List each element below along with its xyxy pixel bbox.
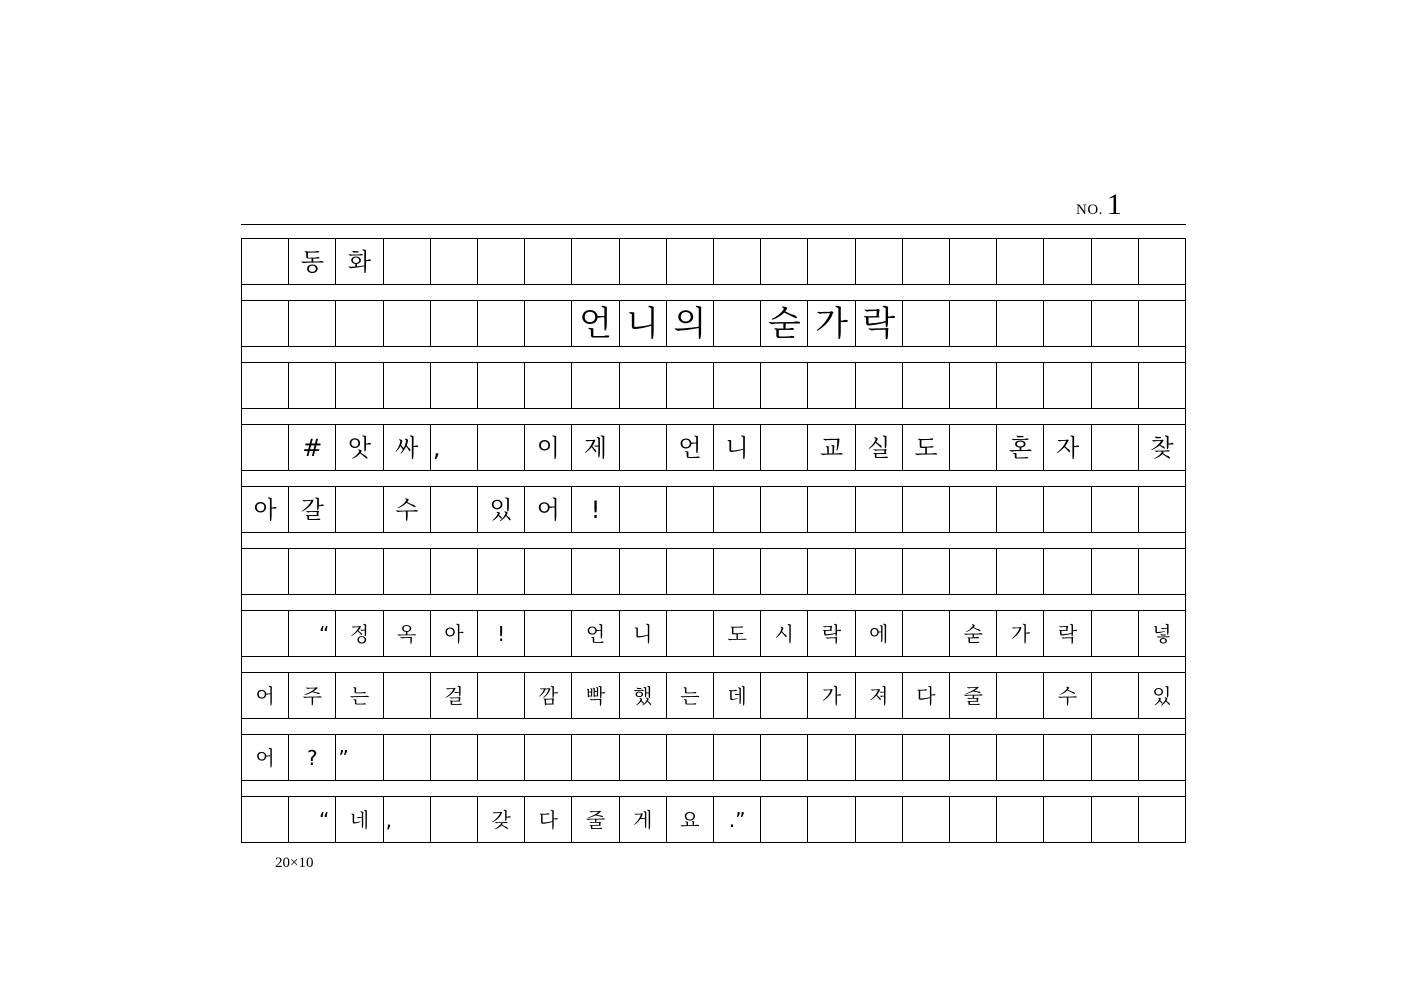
grid-cell <box>242 363 289 408</box>
grid-cell <box>478 673 525 718</box>
grid-cell <box>1044 487 1091 532</box>
grid-cell <box>289 301 336 346</box>
grid-row <box>241 610 1186 657</box>
grid-cell <box>1044 549 1091 594</box>
grid-cell <box>620 735 667 780</box>
grid-cell: 실 <box>856 425 903 470</box>
grid-cell <box>1044 363 1091 408</box>
grid-cell <box>1092 363 1139 408</box>
grid-row-gap <box>241 533 1186 548</box>
grid-cell <box>431 487 478 532</box>
grid-cell: 어 <box>242 735 289 780</box>
grid-cell <box>950 425 997 470</box>
grid-cell <box>525 549 572 594</box>
grid-cell <box>856 735 903 780</box>
grid-cell <box>1092 735 1139 780</box>
grid-cell <box>1139 487 1186 532</box>
grid-cell <box>384 549 431 594</box>
grid-cell: 언 <box>667 425 714 470</box>
grid-row-gap <box>241 657 1186 672</box>
grid-cell <box>1092 425 1139 470</box>
grid-cell: 빡 <box>572 673 619 718</box>
grid-cell <box>1139 549 1186 594</box>
grid-cell <box>997 301 1044 346</box>
grid-cell <box>714 549 761 594</box>
grid-cell: 요 <box>667 797 714 842</box>
grid-size-label: 20×10 <box>275 855 314 871</box>
grid-cell <box>714 301 761 346</box>
grid-row-gap <box>241 781 1186 796</box>
grid-cell: ! <box>572 487 619 532</box>
grid-cell: 락 <box>856 301 903 346</box>
grid-cell <box>431 735 478 780</box>
grid-row <box>241 796 1186 843</box>
grid-cell: 수 <box>384 487 431 532</box>
grid-cell: 어 <box>525 487 572 532</box>
grid-cell: 이 <box>525 425 572 470</box>
grid-cell: ? <box>289 735 336 780</box>
grid-cell <box>478 301 525 346</box>
grid-cell <box>667 487 714 532</box>
grid-cell <box>1044 301 1091 346</box>
grid-cell: .” <box>714 797 761 842</box>
grid-cell <box>525 301 572 346</box>
grid-cell: 가 <box>808 301 855 346</box>
header-rule <box>241 224 1186 225</box>
grid-cell <box>1139 363 1186 408</box>
grid-cell <box>903 735 950 780</box>
grid-row <box>241 362 1186 409</box>
grid-cell <box>1139 239 1186 284</box>
grid-row <box>241 548 1186 595</box>
grid-cell <box>384 301 431 346</box>
grid-cell: 숟 <box>761 301 808 346</box>
grid-cell <box>714 487 761 532</box>
grid-cell <box>478 363 525 408</box>
grid-cell <box>336 301 383 346</box>
grid-cell: 에 <box>856 611 903 656</box>
grid-cell <box>903 797 950 842</box>
grid-cell <box>572 549 619 594</box>
grid-cell <box>1092 487 1139 532</box>
grid-cell <box>242 797 289 842</box>
grid-cell <box>856 487 903 532</box>
grid-cell: 갖 <box>478 797 525 842</box>
grid-row <box>241 300 1186 347</box>
grid-cell <box>572 363 619 408</box>
grid-row <box>241 672 1186 719</box>
grid-cell <box>384 735 431 780</box>
grid-cell <box>667 363 714 408</box>
grid-cell <box>242 611 289 656</box>
grid-cell <box>714 363 761 408</box>
grid-cell <box>242 301 289 346</box>
grid-row-gap <box>241 471 1186 486</box>
grid-cell <box>950 363 997 408</box>
grid-cell <box>950 301 997 346</box>
grid-cell: 화 <box>336 239 383 284</box>
grid-cell <box>572 239 619 284</box>
grid-cell <box>856 239 903 284</box>
grid-cell <box>620 549 667 594</box>
grid-cell <box>336 487 383 532</box>
grid-row <box>241 734 1186 781</box>
grid-cell <box>761 797 808 842</box>
grid-cell: 락 <box>1044 611 1091 656</box>
grid-cell: 시 <box>761 611 808 656</box>
grid-cell <box>242 239 289 284</box>
grid-cell: 는 <box>336 673 383 718</box>
grid-cell <box>1044 797 1091 842</box>
grid-cell <box>1092 549 1139 594</box>
grid-cell <box>384 673 431 718</box>
grid-cell <box>808 487 855 532</box>
grid-row <box>241 424 1186 471</box>
grid-cell <box>997 735 1044 780</box>
grid-cell <box>997 487 1044 532</box>
grid-cell <box>950 487 997 532</box>
grid-cell: 찾 <box>1139 425 1186 470</box>
manuscript-grid <box>241 238 1186 843</box>
grid-cell: 는 <box>667 673 714 718</box>
grid-cell <box>431 239 478 284</box>
grid-cell: 니 <box>714 425 761 470</box>
grid-cell <box>525 363 572 408</box>
grid-cell: 교 <box>808 425 855 470</box>
grid-cell <box>1092 673 1139 718</box>
grid-cell <box>384 239 431 284</box>
grid-cell <box>997 549 1044 594</box>
grid-cell <box>856 363 903 408</box>
grid-cell: # <box>289 425 336 470</box>
grid-cell <box>761 425 808 470</box>
grid-cell <box>950 549 997 594</box>
grid-cell: , <box>431 425 478 470</box>
grid-cell <box>572 735 619 780</box>
grid-cell: 있 <box>1139 673 1186 718</box>
grid-cell: 가 <box>808 673 855 718</box>
grid-cell: “ <box>289 611 336 656</box>
grid-cell <box>242 425 289 470</box>
grid-cell <box>903 549 950 594</box>
grid-cell: 했 <box>620 673 667 718</box>
grid-cell: 네 <box>336 797 383 842</box>
grid-cell <box>667 549 714 594</box>
grid-cell: 싸 <box>384 425 431 470</box>
grid-cell <box>1044 735 1091 780</box>
grid-cell <box>620 239 667 284</box>
grid-cell <box>1092 301 1139 346</box>
grid-cell: ! <box>478 611 525 656</box>
grid-cell: 가 <box>997 611 1044 656</box>
grid-cell <box>431 301 478 346</box>
grid-cell: 언 <box>572 611 619 656</box>
grid-cell: 걸 <box>431 673 478 718</box>
grid-cell: ” <box>336 735 383 780</box>
grid-row-gap <box>241 719 1186 734</box>
grid-cell: 다 <box>903 673 950 718</box>
grid-cell: 줄 <box>950 673 997 718</box>
grid-row-gap <box>241 409 1186 424</box>
grid-cell <box>997 239 1044 284</box>
grid-cell <box>289 363 336 408</box>
grid-cell <box>1139 735 1186 780</box>
grid-cell: 동 <box>289 239 336 284</box>
grid-cell <box>1139 797 1186 842</box>
grid-cell: 자 <box>1044 425 1091 470</box>
grid-cell: 락 <box>808 611 855 656</box>
grid-cell <box>1092 239 1139 284</box>
grid-cell <box>620 487 667 532</box>
grid-cell <box>761 673 808 718</box>
grid-cell: 수 <box>1044 673 1091 718</box>
grid-cell <box>808 735 855 780</box>
grid-cell: 혼 <box>997 425 1044 470</box>
grid-cell <box>525 611 572 656</box>
grid-row-gap <box>241 285 1186 300</box>
grid-cell <box>761 487 808 532</box>
grid-cell: 게 <box>620 797 667 842</box>
grid-cell <box>478 735 525 780</box>
grid-cell <box>997 363 1044 408</box>
grid-cell <box>478 239 525 284</box>
grid-cell: 주 <box>289 673 336 718</box>
grid-cell <box>808 239 855 284</box>
grid-cell <box>950 797 997 842</box>
grid-cell: 넣 <box>1139 611 1186 656</box>
grid-cell <box>478 425 525 470</box>
grid-cell <box>903 487 950 532</box>
grid-cell <box>431 797 478 842</box>
grid-cell: 줄 <box>572 797 619 842</box>
page-number-value: 1 <box>1106 188 1122 221</box>
grid-cell <box>431 363 478 408</box>
grid-cell <box>1092 797 1139 842</box>
grid-cell <box>1044 239 1091 284</box>
grid-cell <box>903 239 950 284</box>
grid-cell <box>384 363 431 408</box>
grid-cell: 아 <box>431 611 478 656</box>
grid-cell: 의 <box>667 301 714 346</box>
grid-cell <box>761 549 808 594</box>
grid-cell: 니 <box>620 611 667 656</box>
grid-cell <box>667 735 714 780</box>
grid-cell <box>903 363 950 408</box>
grid-cell: 제 <box>572 425 619 470</box>
page-number-label: NO. <box>1076 202 1103 218</box>
grid-cell: 어 <box>242 673 289 718</box>
grid-cell <box>903 301 950 346</box>
grid-cell: 정 <box>336 611 383 656</box>
grid-cell <box>761 735 808 780</box>
grid-cell: 데 <box>714 673 761 718</box>
grid-cell: 아 <box>242 487 289 532</box>
grid-cell: 도 <box>903 425 950 470</box>
grid-cell <box>289 549 336 594</box>
grid-cell <box>1092 611 1139 656</box>
grid-cell: 깜 <box>525 673 572 718</box>
grid-cell <box>336 549 383 594</box>
grid-cell <box>808 549 855 594</box>
page-number <box>1076 188 1122 222</box>
grid-cell: 갈 <box>289 487 336 532</box>
grid-cell: “ <box>289 797 336 842</box>
grid-cell: 니 <box>620 301 667 346</box>
grid-cell <box>856 549 903 594</box>
grid-cell <box>808 797 855 842</box>
grid-row <box>241 486 1186 533</box>
grid-cell: 언 <box>572 301 619 346</box>
grid-row <box>241 238 1186 285</box>
grid-cell <box>997 797 1044 842</box>
grid-cell <box>856 797 903 842</box>
grid-cell <box>714 239 761 284</box>
grid-cell: 져 <box>856 673 903 718</box>
grid-cell <box>997 673 1044 718</box>
grid-cell <box>950 735 997 780</box>
grid-row-gap <box>241 595 1186 610</box>
grid-cell: 숟 <box>950 611 997 656</box>
grid-cell: 있 <box>478 487 525 532</box>
grid-cell: 도 <box>714 611 761 656</box>
grid-cell <box>336 363 383 408</box>
grid-cell <box>808 363 855 408</box>
grid-cell <box>620 425 667 470</box>
grid-cell <box>620 363 667 408</box>
grid-cell: , <box>384 797 431 842</box>
grid-cell <box>950 239 997 284</box>
grid-cell: 앗 <box>336 425 383 470</box>
grid-cell <box>714 735 761 780</box>
grid-cell: 다 <box>525 797 572 842</box>
grid-cell <box>242 549 289 594</box>
grid-cell <box>431 549 478 594</box>
grid-cell <box>1139 301 1186 346</box>
grid-row-gap <box>241 347 1186 362</box>
grid-cell <box>667 611 714 656</box>
grid-cell: 옥 <box>384 611 431 656</box>
grid-cell <box>761 239 808 284</box>
grid-cell <box>478 549 525 594</box>
grid-cell <box>761 363 808 408</box>
grid-cell <box>667 239 714 284</box>
grid-cell <box>525 239 572 284</box>
grid-cell <box>903 611 950 656</box>
grid-cell <box>525 735 572 780</box>
